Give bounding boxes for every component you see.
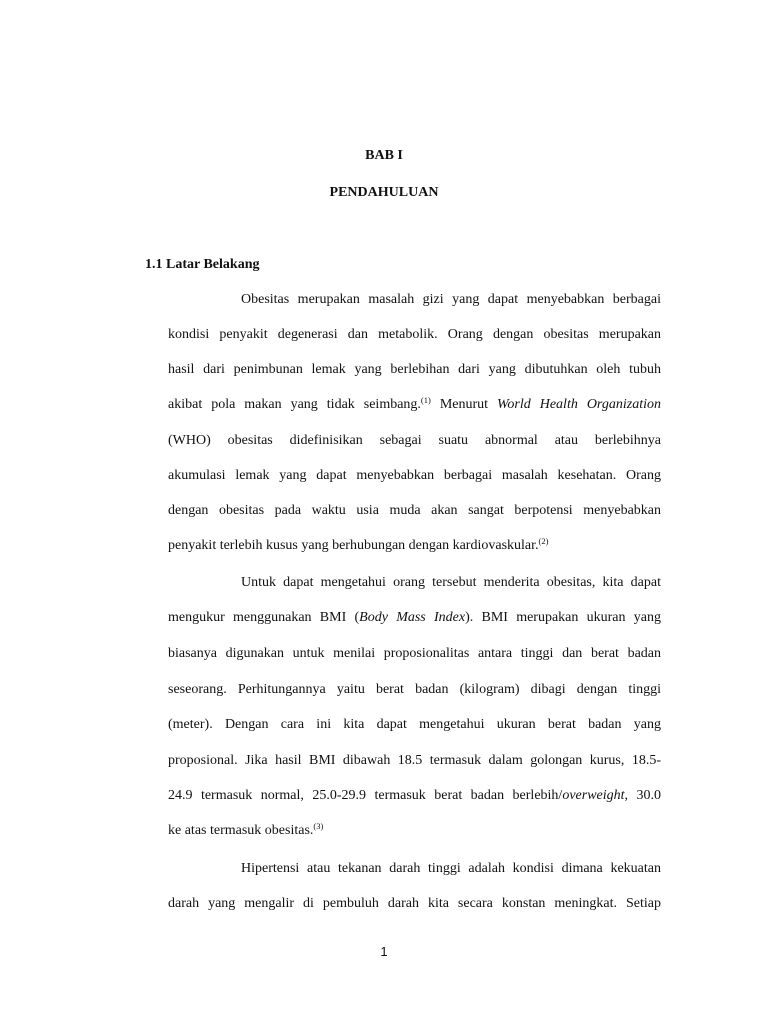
citation-ref-2: (2) [538, 536, 549, 546]
paragraph-2-line-4: seseorang. Perhitungannya yaitu berat badan (kilogram) dibagi dengan tinggi [168, 682, 661, 697]
text-span: ). BMI merupakan ukuran yang [465, 610, 661, 625]
text-span: penyakit terlebih kusus yang berhubungan dengan kardiovaskular. [168, 538, 539, 553]
chapter-number: BAB I [365, 148, 403, 163]
paragraph-3-line-2: darah yang mengalir di pembuluh darah kita secara konstan meningkat. Setiap [168, 896, 661, 911]
paragraph-2-line-7 [168, 788, 661, 804]
paragraph-1-line-6: akumulasi lemak yang dapat menyebabkan berbagai masalah kesehatan. Orang [168, 468, 661, 483]
paragraph-2-line-5: (meter). Dengan cara ini kita dapat mengetahui ukuran berat badan yang [168, 717, 661, 732]
text-span: mengukur menggunakan BMI ( [168, 610, 360, 625]
italic-term-bmi: Body Mass Index [359, 610, 466, 625]
paragraph-1-line-8 [168, 538, 661, 554]
paragraph-1-line-5: (WHO) obesitas didefinisikan sebagai suatu abnormal atau berlebihnya [168, 433, 661, 448]
paragraph-2-line-8 [168, 823, 661, 839]
paragraph-1-line-7: dengan obesitas pada waktu usia muda akan sangat berpotensi menyebabkan [168, 503, 661, 518]
paragraph-1-line-3: hasil dari penimbunan lemak yang berlebihan dari yang dibutuhkan oleh tubuh [168, 362, 661, 377]
text-span: Menurut [430, 397, 498, 412]
text-span: ke atas termasuk obesitas. [168, 823, 314, 838]
section-heading: 1.1 Latar Belakang [145, 257, 260, 272]
page-number: 1 [380, 944, 388, 959]
italic-term-who: World Health Organization [497, 397, 661, 412]
text-span: akibat pola makan yang tidak seimbang. [168, 397, 421, 412]
citation-ref-1: (1) [420, 395, 431, 405]
paragraph-1-line-1: Obesitas merupakan masalah gizi yang dapat menyebabkan berbagai [241, 292, 661, 307]
paragraph-2-line-3: biasanya digunakan untuk menilai proposionalitas antara tinggi dan berat badan [168, 646, 661, 661]
citation-ref-3: (3) [313, 821, 324, 831]
chapter-title: PENDAHULUAN [329, 185, 439, 200]
italic-term-overweight: overweight [562, 788, 625, 803]
paragraph-2-line-1: Untuk dapat mengetahui orang tersebut menderita obesitas, kita dapat [241, 575, 661, 590]
paragraph-2-line-6: proposional. Jika hasil BMI dibawah 18.5 termasuk dalam golongan kurus, 18.5- [168, 753, 661, 768]
paragraph-2-line-2 [168, 610, 661, 626]
text-span: 24.9 termasuk normal, 25.0-29.9 termasuk berat badan berlebih/ [168, 788, 563, 803]
paragraph-1-line-2: kondisi penyakit degenerasi dan metabolik. Orang dengan obesitas merupakan [168, 327, 661, 342]
paragraph-3-line-1: Hipertensi atau tekanan darah tinggi adalah kondisi dimana kekuatan [241, 861, 661, 876]
paragraph-1-line-4 [168, 397, 661, 413]
text-span: , 30.0 [624, 788, 662, 803]
